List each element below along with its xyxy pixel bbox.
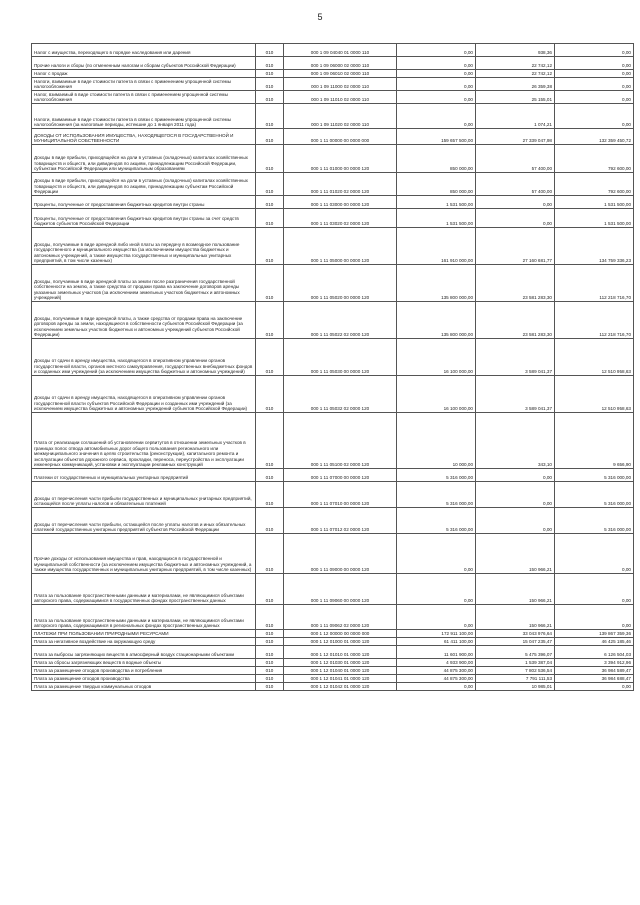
row-approved-plan: 11 601 900,00 [397, 646, 476, 659]
table-row [32, 265, 634, 302]
row-unexecuted: 9 656,90 [555, 413, 634, 469]
row-executed: 0,00 [476, 482, 555, 508]
table-row [32, 339, 634, 376]
row-name: Налоги, взимаемые в виде стоимости патента в связи с применением упрощенной системы налогообложения [32, 78, 256, 91]
row-approved-plan: 0,00 [397, 70, 476, 78]
row-approved-plan: 44 875 300,00 [397, 675, 476, 683]
row-code: 010 [256, 683, 284, 691]
row-budget-code: 000 1 09 11020 02 0000 110 [284, 104, 397, 129]
row-unexecuted: 134 759 336,23 [555, 228, 634, 265]
row-approved-plan: 0,00 [397, 104, 476, 129]
row-executed: 0,00 [476, 209, 555, 228]
row-approved-plan: 5 316 000,00 [397, 469, 476, 482]
row-code: 010 [256, 675, 284, 683]
table-row [32, 209, 634, 228]
table-row [32, 91, 634, 104]
row-executed: 10 985,01 [476, 683, 555, 691]
row-unexecuted: 792 600,00 [555, 173, 634, 196]
row-name: Доходы в виде прибыли, приходящейся на доли в уставных (складочных) капиталах хозяйственных товариществ и обществ, или дивидендов по акциям, принадлежащим Российской Федерации, субъектам Российской Федерации или муниципальным образованиям [32, 145, 256, 173]
row-unexecuted: 3 394 912,96 [555, 659, 634, 667]
row-unexecuted: 12 510 958,63 [555, 339, 634, 376]
table-row [32, 145, 634, 173]
row-unexecuted: 0,00 [555, 57, 634, 70]
row-budget-code: 000 1 09 04040 01 0000 110 [284, 44, 397, 57]
row-name: Плата за размещение твердых коммунальных отходов [32, 683, 256, 691]
row-executed: 26 359,38 [476, 78, 555, 91]
row-code: 010 [256, 534, 284, 574]
row-executed: 23 581 283,30 [476, 302, 555, 339]
row-approved-plan: 5 316 000,00 [397, 482, 476, 508]
row-unexecuted: 5 316 000,00 [555, 469, 634, 482]
table-row [32, 482, 634, 508]
row-code: 010 [256, 265, 284, 302]
row-budget-code: 000 1 11 09062 02 0000 120 [284, 605, 397, 630]
row-executed: 27 339 047,98 [476, 129, 555, 145]
table-row [32, 534, 634, 574]
row-budget-code: 000 1 11 05100 02 0000 120 [284, 413, 397, 469]
row-name: Плата за сбросы загрязняющих веществ в водные объекты [32, 659, 256, 667]
table-row [32, 683, 634, 691]
row-budget-code: 000 1 11 03000 00 0000 120 [284, 196, 397, 209]
row-approved-plan: 161 910 000,00 [397, 228, 476, 265]
row-code: 010 [256, 70, 284, 78]
table-row [32, 70, 634, 78]
row-budget-code: 000 1 11 05020 00 0000 120 [284, 265, 397, 302]
row-unexecuted: 0,00 [555, 91, 634, 104]
row-name: Плата за пользование пространственными данными и материалами, не являющимися объектами авторского права, содержащимися в региональных фондах пространственных данных [32, 605, 256, 630]
row-executed: 0,00 [476, 196, 555, 209]
row-approved-plan: 135 800 000,00 [397, 302, 476, 339]
row-code: 010 [256, 630, 284, 638]
row-budget-code: 000 1 11 03020 02 0000 120 [284, 209, 397, 228]
table-row [32, 574, 634, 605]
row-name: Плата за выбросы загрязняющих веществ в атмосферный воздух стационарными объектами [32, 646, 256, 659]
row-budget-code: 000 1 12 01030 01 0000 120 [284, 659, 397, 667]
row-unexecuted: 36 984 688,47 [555, 675, 634, 683]
row-code: 010 [256, 57, 284, 70]
row-name: ПЛАТЕЖИ ПРИ ПОЛЬЗОВАНИИ ПРИРОДНЫМИ РЕСУРСАМИ [32, 630, 256, 638]
row-approved-plan: 135 800 000,00 [397, 265, 476, 302]
table-row [32, 659, 634, 667]
row-code: 010 [256, 605, 284, 630]
table-row [32, 675, 634, 683]
page-number: 5 [317, 12, 323, 22]
row-unexecuted: 5 316 000,00 [555, 508, 634, 534]
row-budget-code: 000 1 11 07000 00 0000 120 [284, 469, 397, 482]
row-approved-plan: 16 100 000,00 [397, 376, 476, 413]
row-name: Налоги, взимаемые в виде стоимости патента в связи с применением упрощенной системы налогообложения (за налоговые периоды, истекшие до 1 января 2011 года) [32, 104, 256, 129]
row-executed: 27 160 681,77 [476, 228, 555, 265]
row-budget-code: 000 1 09 11000 02 0000 110 [284, 78, 397, 91]
row-approved-plan: 0,00 [397, 574, 476, 605]
row-approved-plan: 1 531 500,00 [397, 209, 476, 228]
table-row [32, 630, 634, 638]
row-budget-code: 000 1 11 09060 00 0000 120 [284, 574, 397, 605]
row-name: Доходы, получаемые в виде арендной платы за земли после разграничения государственной собственности на землю, а также средства от продажи права на заключение договоров аренды указанных земельных участков (за исключением земельных участков бюджетных и автономных учреждений) [32, 265, 256, 302]
row-unexecuted: 0,00 [555, 78, 634, 91]
row-code: 010 [256, 145, 284, 173]
row-unexecuted: 46 425 185,46 [555, 638, 634, 646]
row-unexecuted: 0,00 [555, 104, 634, 129]
row-unexecuted: 0,00 [555, 574, 634, 605]
row-unexecuted: 0,00 [555, 534, 634, 574]
row-name: Прочие налоги и сборы (по отмененным налогам и сборам субъектов Российской Федерации) [32, 57, 256, 70]
row-executed: 25 155,01 [476, 91, 555, 104]
row-code: 010 [256, 44, 284, 57]
row-budget-code: 000 1 12 01042 01 0000 120 [284, 683, 397, 691]
table-row [32, 646, 634, 659]
row-budget-code: 000 1 09 06010 02 0000 110 [284, 70, 397, 78]
row-budget-code: 000 1 11 07010 00 0000 120 [284, 482, 397, 508]
row-executed: 7 802 536,54 [476, 667, 555, 675]
table-row [32, 228, 634, 265]
row-name: Налог с имущества, переходящего в порядке наследования или дарения [32, 44, 256, 57]
row-budget-code: 000 1 11 05000 00 0000 120 [284, 228, 397, 265]
row-code: 010 [256, 376, 284, 413]
row-budget-code: 000 1 09 11010 02 0000 110 [284, 91, 397, 104]
row-code: 010 [256, 667, 284, 675]
row-name: Проценты, полученные от предоставления бюджетных кредитов внутри страны [32, 196, 256, 209]
table-row [32, 78, 634, 91]
row-unexecuted: 792 600,00 [555, 145, 634, 173]
row-budget-code: 000 1 11 05032 02 0000 120 [284, 376, 397, 413]
row-code: 010 [256, 91, 284, 104]
row-name: Плата за негативное воздействие на окружающую среду [32, 638, 256, 646]
row-executed: 3 589 041,37 [476, 339, 555, 376]
row-name: Доходы от перечисления части прибыли государственных и муниципальных унитарных предприятий, остающейся после уплаты налогов и обязательных платежей [32, 482, 256, 508]
table-row [32, 196, 634, 209]
row-executed: 0,00 [476, 469, 555, 482]
row-approved-plan: 1 531 500,00 [397, 196, 476, 209]
row-budget-code: 000 1 12 01010 01 0000 120 [284, 646, 397, 659]
row-unexecuted: 139 867 359,36 [555, 630, 634, 638]
row-unexecuted: 132 359 450,72 [555, 129, 634, 145]
row-executed: 150 966,21 [476, 605, 555, 630]
table-row [32, 413, 634, 469]
row-executed: 7 791 111,53 [476, 675, 555, 683]
row-budget-code: 000 1 12 01041 01 0000 120 [284, 675, 397, 683]
table-row [32, 638, 634, 646]
row-executed: 15 047 235,47 [476, 638, 555, 646]
row-executed: 57 400,00 [476, 145, 555, 173]
row-executed: 22 742,12 [476, 70, 555, 78]
row-executed: 3 589 041,37 [476, 376, 555, 413]
row-unexecuted: 36 984 589,47 [555, 667, 634, 675]
row-budget-code: 000 1 12 01000 01 0000 120 [284, 638, 397, 646]
row-name: Прочие доходы от использования имущества и прав, находящихся в государственной и муниципальной собственности (за исключением имущества бюджетных и автономных учреждений, а также имущества государственных и муниципальных унитарных предприятий, в том числе казенных) [32, 534, 256, 574]
row-code: 010 [256, 413, 284, 469]
row-executed: 1 539 387,04 [476, 659, 555, 667]
table-row [32, 508, 634, 534]
row-executed: 150 966,21 [476, 574, 555, 605]
row-approved-plan: 61 411 100,00 [397, 638, 476, 646]
row-code: 010 [256, 482, 284, 508]
row-name: Проценты, полученные от предоставления бюджетных кредитов внутри страны за счет средств бюджетов субъектов Российской Федерации [32, 209, 256, 228]
row-code: 010 [256, 78, 284, 91]
row-executed: 938,36 [476, 44, 555, 57]
row-name: Доходы, получаемые в виде арендной платы, а также средства от продажи права на заключение договоров аренды за земли, находящиеся в собственности субъектов Российской Федерации (за исключением земельных участков бюджетных и автономных учреждений субъектов Российской Федерации) [32, 302, 256, 339]
row-code: 010 [256, 659, 284, 667]
row-approved-plan: 16 100 000,00 [397, 339, 476, 376]
row-unexecuted: 6 126 504,03 [555, 646, 634, 659]
row-budget-code: 000 1 12 01040 01 0000 120 [284, 667, 397, 675]
row-name: Плата за размещение отходов производства [32, 675, 256, 683]
table-row [32, 104, 634, 129]
row-code: 010 [256, 574, 284, 605]
row-code: 010 [256, 469, 284, 482]
row-code: 010 [256, 508, 284, 534]
row-name: Плата за пользование пространственными данными и материалами, не являющимися объектами авторского права, содержащимися в государственных фондах пространственных данных [32, 574, 256, 605]
row-unexecuted: 112 218 716,70 [555, 265, 634, 302]
row-name: Плата за размещение отходов производства и потребления [32, 667, 256, 675]
table-row [32, 667, 634, 675]
row-name: Платежи от государственных и муниципальных унитарных предприятий [32, 469, 256, 482]
table-row [32, 173, 634, 196]
row-executed: 150 966,21 [476, 534, 555, 574]
row-budget-code: 000 1 09 06000 02 0000 110 [284, 57, 397, 70]
row-budget-code: 000 1 12 00000 00 0000 000 [284, 630, 397, 638]
row-budget-code: 000 1 11 01020 02 0000 120 [284, 173, 397, 196]
row-approved-plan: 0,00 [397, 57, 476, 70]
row-name: Налог с продаж [32, 70, 256, 78]
row-approved-plan: 0,00 [397, 534, 476, 574]
table-row [32, 302, 634, 339]
row-executed: 33 043 976,64 [476, 630, 555, 638]
row-approved-plan: 4 933 900,00 [397, 659, 476, 667]
row-unexecuted: 1 531 500,00 [555, 196, 634, 209]
row-budget-code: 000 1 11 07012 02 0000 120 [284, 508, 397, 534]
row-approved-plan: 850 000,00 [397, 173, 476, 196]
row-executed: 0,00 [476, 508, 555, 534]
row-name: Доходы в виде прибыли, приходящейся на доли в уставных (складочных) капиталах хозяйственных товариществ и обществ, или дивидендов по акциям, принадлежащим субъектам Российской Федерации [32, 173, 256, 196]
row-code: 010 [256, 228, 284, 265]
row-approved-plan: 10 000,00 [397, 413, 476, 469]
row-code: 010 [256, 646, 284, 659]
table-row [32, 129, 634, 145]
row-approved-plan: 0,00 [397, 605, 476, 630]
row-unexecuted: 12 510 958,63 [555, 376, 634, 413]
row-approved-plan: 0,00 [397, 683, 476, 691]
row-code: 010 [256, 209, 284, 228]
table-row [32, 469, 634, 482]
row-approved-plan: 0,00 [397, 44, 476, 57]
row-code: 010 [256, 129, 284, 145]
row-name: Налог, взимаемый в виде стоимости патента в связи с применением упрощенной системы налогообложения [32, 91, 256, 104]
row-code: 010 [256, 638, 284, 646]
row-name: Доходы от сдачи в аренду имущества, находящегося в оперативном управлении органов государственной власти, органов местного самоуправления, государственных внебюджетных фондов и созданных ими учреждений (за исключением имущества бюджетных и автономных учреждений) [32, 339, 256, 376]
row-approved-plan: 5 316 000,00 [397, 508, 476, 534]
table-row [32, 605, 634, 630]
table-row [32, 44, 634, 57]
row-unexecuted: 0,00 [555, 70, 634, 78]
row-unexecuted: 0,00 [555, 44, 634, 57]
row-name: Плата от реализации соглашений об установлении сервитутов в отношении земельных участков в границах полос отвода автомобильных дорог общего пользования регионального или межмуниципального значения в целях строительства (реконструкции), капитального ремонта и эксплуатации объектов дорожного сервиса, прокладки, переноса, переустройства и эксплуатации инженерных коммуникаций, установки и эксплуатации рекламных конструкций [32, 413, 256, 469]
row-unexecuted: 112 218 716,70 [555, 302, 634, 339]
row-executed: 57 400,00 [476, 173, 555, 196]
row-budget-code: 000 1 11 01000 00 0000 120 [284, 145, 397, 173]
row-approved-plan: 172 911 100,00 [397, 630, 476, 638]
income-report-table [31, 43, 634, 691]
row-name: Доходы от сдачи в аренду имущества, находящегося в оперативном управлении органов государственной власти субъектов Российской Федерации и созданных ими учреждений (за исключением имущества бюджетных и автономных учреждений субъектов Российской Федерации) [32, 376, 256, 413]
row-code: 010 [256, 339, 284, 376]
row-executed: 1 074,21 [476, 104, 555, 129]
row-approved-plan: 44 875 300,00 [397, 667, 476, 675]
row-executed: 343,10 [476, 413, 555, 469]
table-row [32, 57, 634, 70]
row-executed: 22 742,12 [476, 57, 555, 70]
row-name: Доходы от перечисления части прибыли, остающейся после уплаты налогов и иных обязательных платежей государственных унитарных предприятий субъектов Российской Федерации [32, 508, 256, 534]
row-executed: 5 475 396,07 [476, 646, 555, 659]
row-name: Доходы, получаемые в виде арендной либо иной платы за передачу в возмездное пользование государственного и муниципального имущества (за исключением имущества бюджетных и автономных учреждений, а также имущества государственных и муниципальных унитарных предприятий, в том числе казенных) [32, 228, 256, 265]
row-unexecuted: 0,00 [555, 605, 634, 630]
row-unexecuted: 5 316 000,00 [555, 482, 634, 508]
table-row [32, 376, 634, 413]
row-code: 010 [256, 196, 284, 209]
row-code: 010 [256, 104, 284, 129]
row-code: 010 [256, 173, 284, 196]
row-executed: 23 581 283,30 [476, 265, 555, 302]
row-budget-code: 000 1 11 05022 02 0000 120 [284, 302, 397, 339]
row-approved-plan: 0,00 [397, 91, 476, 104]
row-unexecuted: 0,00 [555, 683, 634, 691]
row-budget-code: 000 1 11 09000 00 0000 120 [284, 534, 397, 574]
row-approved-plan: 159 657 500,00 [397, 129, 476, 145]
row-unexecuted: 1 531 500,00 [555, 209, 634, 228]
row-name: ДОХОДЫ ОТ ИСПОЛЬЗОВАНИЯ ИМУЩЕСТВА, НАХОДЯЩЕГОСЯ В ГОСУДАРСТВЕННОЙ И МУНИЦИПАЛЬНОЙ СОБСТВЕННОСТИ [32, 129, 256, 145]
row-approved-plan: 0,00 [397, 78, 476, 91]
row-code: 010 [256, 302, 284, 339]
row-budget-code: 000 1 11 05030 00 0000 120 [284, 339, 397, 376]
row-approved-plan: 850 000,00 [397, 145, 476, 173]
row-budget-code: 000 1 11 00000 00 0000 000 [284, 129, 397, 145]
